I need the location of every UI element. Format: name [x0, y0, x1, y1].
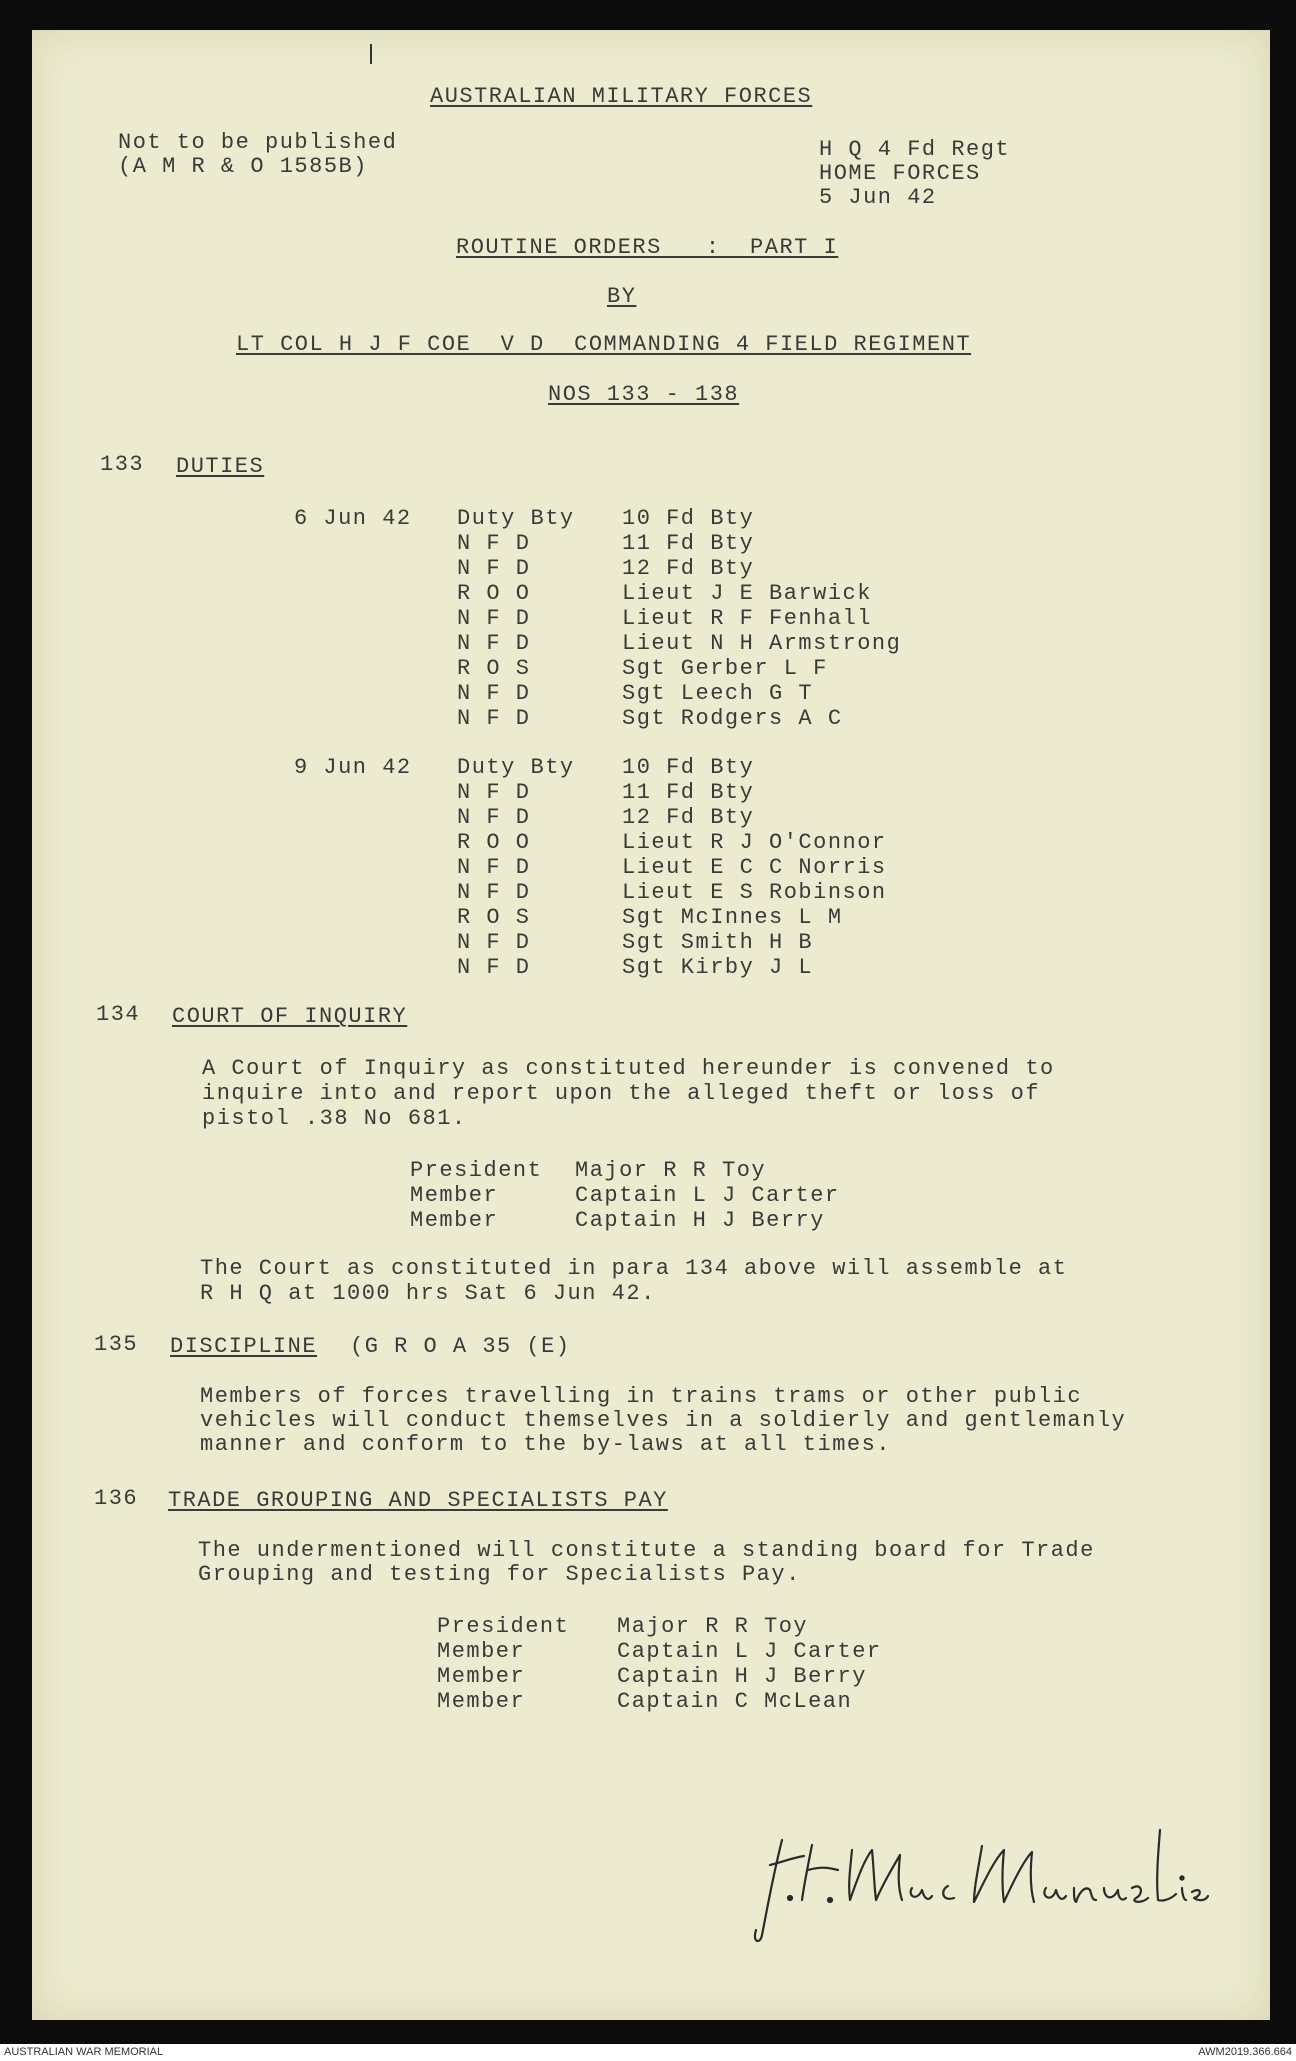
- duty-row: N F D Sgt Rodgers A C: [457, 706, 843, 731]
- section-135-line3: manner and conform to the by-laws at all times.: [200, 1432, 892, 1457]
- duty-row: N F D Sgt Kirby J L: [457, 955, 814, 980]
- duty-row: N F D Lieut R F Fenhall: [457, 606, 872, 631]
- duty-group-1-date: 6 Jun 42: [294, 506, 412, 531]
- section-133-number: 133: [100, 452, 145, 477]
- member-row: Member Captain H J Berry: [410, 1208, 825, 1233]
- duty-row: N F D Lieut N H Armstrong: [457, 631, 902, 656]
- section-134-title: COURT OF INQUIRY: [172, 1004, 408, 1029]
- section-134-para1-line3: pistol .38 No 681.: [202, 1106, 467, 1131]
- hq-unit: H Q 4 Fd Regt: [819, 137, 1011, 162]
- member-row: Member Captain L J Carter: [437, 1639, 882, 1664]
- archive-reference: AWM2019.366.664: [1198, 2046, 1292, 2058]
- member-row: Member Captain C McLean: [437, 1689, 853, 1714]
- member-row: Member Captain H J Berry: [437, 1664, 867, 1689]
- duty-row: R O S Sgt Gerber L F: [457, 656, 828, 681]
- archive-name: AUSTRALIAN WAR MEMORIAL: [4, 2046, 164, 2058]
- duty-group-2-date: 9 Jun 42: [294, 755, 412, 780]
- duty-row: N F D Sgt Smith H B: [457, 930, 814, 955]
- section-135-line2: vehicles will conduct themselves in a soldierly and gentlemanly: [200, 1408, 1127, 1433]
- restriction-notice: Not to be published: [118, 130, 398, 155]
- orders-title: ROUTINE ORDERS : PART I: [456, 235, 839, 260]
- section-136-title: TRADE GROUPING AND SPECIALISTS PAY: [168, 1488, 668, 1513]
- section-136-number: 136: [94, 1486, 139, 1511]
- member-row: President Major R R Toy: [410, 1158, 767, 1183]
- duty-row: N F D 12 Fd Bty: [457, 556, 755, 581]
- duty-row: R O S Sgt McInnes L M: [457, 905, 843, 930]
- section-134-para1-line2: inquire into and report upon the alleged theft or loss of: [202, 1081, 1041, 1106]
- handwritten-signature: [712, 1770, 1212, 1950]
- section-136-line1: The undermentioned will constitute a standing board for Trade: [198, 1538, 1095, 1563]
- duty-row: N F D 12 Fd Bty: [457, 805, 755, 830]
- section-135-line1: Members of forces travelling in trains trams or other public: [200, 1384, 1083, 1409]
- section-135-number: 135: [94, 1332, 139, 1357]
- document-title: AUSTRALIAN MILITARY FORCES: [430, 84, 813, 109]
- duty-row: Duty Bty 10 Fd Bty: [457, 755, 755, 780]
- order-numbers: NOS 133 - 138: [548, 382, 740, 407]
- duty-row: N F D Lieut E C C Norris: [457, 855, 887, 880]
- duty-row: R O O Lieut R J O'Connor: [457, 830, 887, 855]
- section-134-para2-line2: R H Q at 1000 hrs Sat 6 Jun 42.: [200, 1281, 656, 1306]
- document-page: AUSTRALIAN MILITARY FORCES Not to be published (A M R & O 1585B) H Q 4 Fd Regt HOME FORCES 5 Jun 42 ROUTINE ORDERS : PART I BY LT COL H J F COE V D COMMANDING 4 FIELD REGIMENT NOS 133 - 138 133 DUTIES 6 Jun 42 Duty Bty 10 Fd Bty N F D 11 Fd Bty N F D 12 Fd Bty R O O Lieut J E Barwick N F D Lieut R F Fenhall N F D Lieut N H Armstrong R O S Sgt Gerber L F N F D Sgt Leech G T N F D Sgt Rodgers A C 9 Jun 42 Duty Bty 10 Fd Bty N F D 11 Fd Bty N F D 12 Fd Bty R O O Lieut R J O'Connor N F D Lieut E C C Norris N F D Lieut E S Robinson R O S Sgt McInnes L M N F D Sgt Smith H B N F D Sgt Kirby J L 134 COURT OF INQUIRY A Court of Inquiry as constituted hereunder is convened to inquire into and report upon the alleged theft or loss of pistol .38 No 681. President Major R R Toy Member Captain L J Carter Member Captain H J Berry The Court as constituted in para 134 above will assemble at R H Q at 1000 hrs Sat 6 Jun 42. 135 DISCIPLINE (G R O A 35 (E) Members of forces travelling in trains trams or other public vehicles will conduct themselves in a soldierly and gentlemanly manner and conform to the by-laws at all times. 136 TRADE GROUPING AND SPECIALISTS PAY The undermentioned will constitute a standing board for Trade Grouping and testing for Specialists Pay. President Major R R Toy Member Captain L J Carter Member Captain H J Berry Member Captain C McLean: [32, 30, 1270, 2020]
- section-134-number: 134: [96, 1002, 141, 1027]
- member-row: Member Captain L J Carter: [410, 1183, 840, 1208]
- document-date: 5 Jun 42: [819, 185, 937, 210]
- duty-row: N F D 11 Fd Bty: [457, 780, 755, 805]
- section-135-reference: (G R O A 35 (E): [350, 1334, 571, 1359]
- duty-row: R O O Lieut J E Barwick: [457, 581, 872, 606]
- hq-command: HOME FORCES: [819, 161, 981, 186]
- commanding-officer: LT COL H J F COE V D COMMANDING 4 FIELD REGIMENT: [236, 332, 972, 357]
- section-133-title: DUTIES: [176, 454, 265, 479]
- section-135-title: DISCIPLINE: [170, 1334, 318, 1359]
- member-row: President Major R R Toy: [437, 1614, 809, 1639]
- duty-row: N F D Lieut E S Robinson: [457, 880, 887, 905]
- pencil-mark: [370, 44, 372, 64]
- duty-row: N F D 11 Fd Bty: [457, 531, 755, 556]
- archive-footer: [0, 2044, 1296, 2061]
- duty-row: N F D Sgt Leech G T: [457, 681, 814, 706]
- section-134-para1-line1: A Court of Inquiry as constituted hereunder is convened to: [202, 1056, 1055, 1081]
- orders-by: BY: [607, 284, 637, 309]
- section-134-para2-line1: The Court as constituted in para 134 above will assemble at: [200, 1256, 1068, 1281]
- section-136-line2: Grouping and testing for Specialists Pay.: [198, 1562, 801, 1587]
- restriction-reference: (A M R & O 1585B): [118, 154, 368, 179]
